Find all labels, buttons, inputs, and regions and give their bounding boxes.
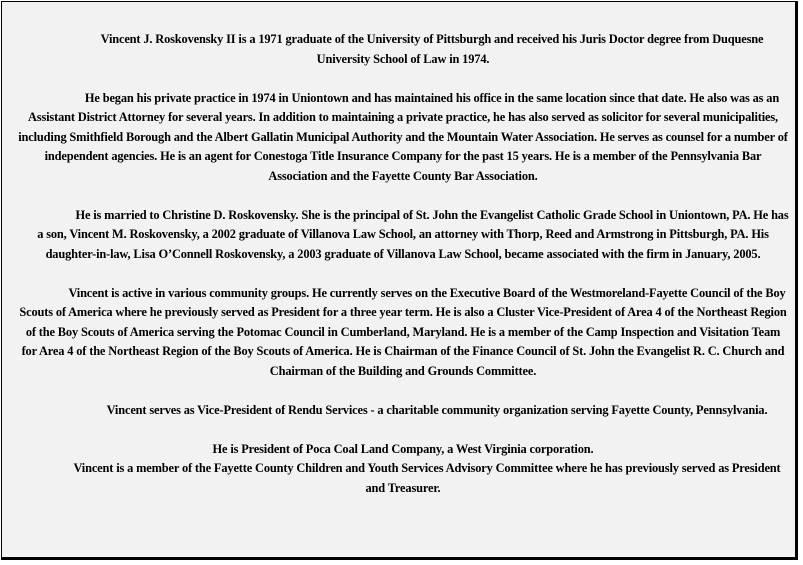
biography-content xyxy=(17,30,789,498)
education-paragraph xyxy=(17,30,789,69)
youth-services-paragraph xyxy=(17,459,789,498)
practice-paragraph xyxy=(17,89,789,187)
education-text: Vincent J. Roskovensky II is a 1971 graduate of the University of Pittsburgh and received his Juris Doctor degree from Duquesne University School of Law in 1974. xyxy=(100,32,764,66)
rendu-services-text: Vincent serves as Vice-President of Rendu Services - a charitable community organization serving Fayette County, Pennsylvania. xyxy=(106,402,768,417)
rendu-services-paragraph xyxy=(17,401,789,421)
family-text: He is married to Christine D. Roskovensky. She is the principal of St. John the Evangelist Catholic Grade School in Uniontown, PA. He has a son, Vincent M. Roskovensky, a 2002 graduate of Villanova Law School, an attorney with Thorp, Reed and Armstrong in Pittsburgh, PA. His daughter-in-law, Lisa O’Connell Roskovensky, a 2003 graduate of Villanova Law School, became associated with the firm in January, 2005. xyxy=(37,207,789,261)
poca-coal-paragraph xyxy=(17,440,789,460)
community-text: Vincent is active in various community groups. He currently serves on the Executive Board of the Westmoreland-Fayette Council of the Boy Scouts of America where he previously served as President for a three year term. He is also a Cluster Vice-President of Area 4 of the Northeast Region of the Boy Scouts of America serving the Potomac Council in Cumberland, Maryland. He is a member of the Camp Inspection and Visitation Team for Area 4 of the Northeast Region of the Boy Scouts of America. He is Chairman of the Finance Council of St. John the Evangelist R. C. Church and Chairman of the Building and Grounds Committee. xyxy=(19,285,787,378)
biography-text-box xyxy=(1,1,798,560)
community-paragraph xyxy=(17,284,789,382)
youth-services-text: Vincent is a member of the Fayette County Children and Youth Services Advisory Committee where he has previously served as President and Treasurer. xyxy=(73,461,781,495)
family-paragraph xyxy=(17,206,789,265)
practice-text: He began his private practice in 1974 in Uniontown and has maintained his office in the same location since that date. He also was as an Assistant District Attorney for several years. In addition to maintaining a private practice, he has also served as solicitor for several municipalities, including Smithfield Borough and the Albert Gallatin Municipal Authority and the Mountain Water Association. He serves as counsel for a number of independent agencies. He is an agent for Conestoga Title Insurance Company for the past 15 years. He is a member of the Pennsylvania Bar Association and the Fayette County Bar Association. xyxy=(18,90,788,183)
poca-coal-text: He is President of Poca Coal Land Company, a West Virginia corporation. xyxy=(212,441,594,456)
